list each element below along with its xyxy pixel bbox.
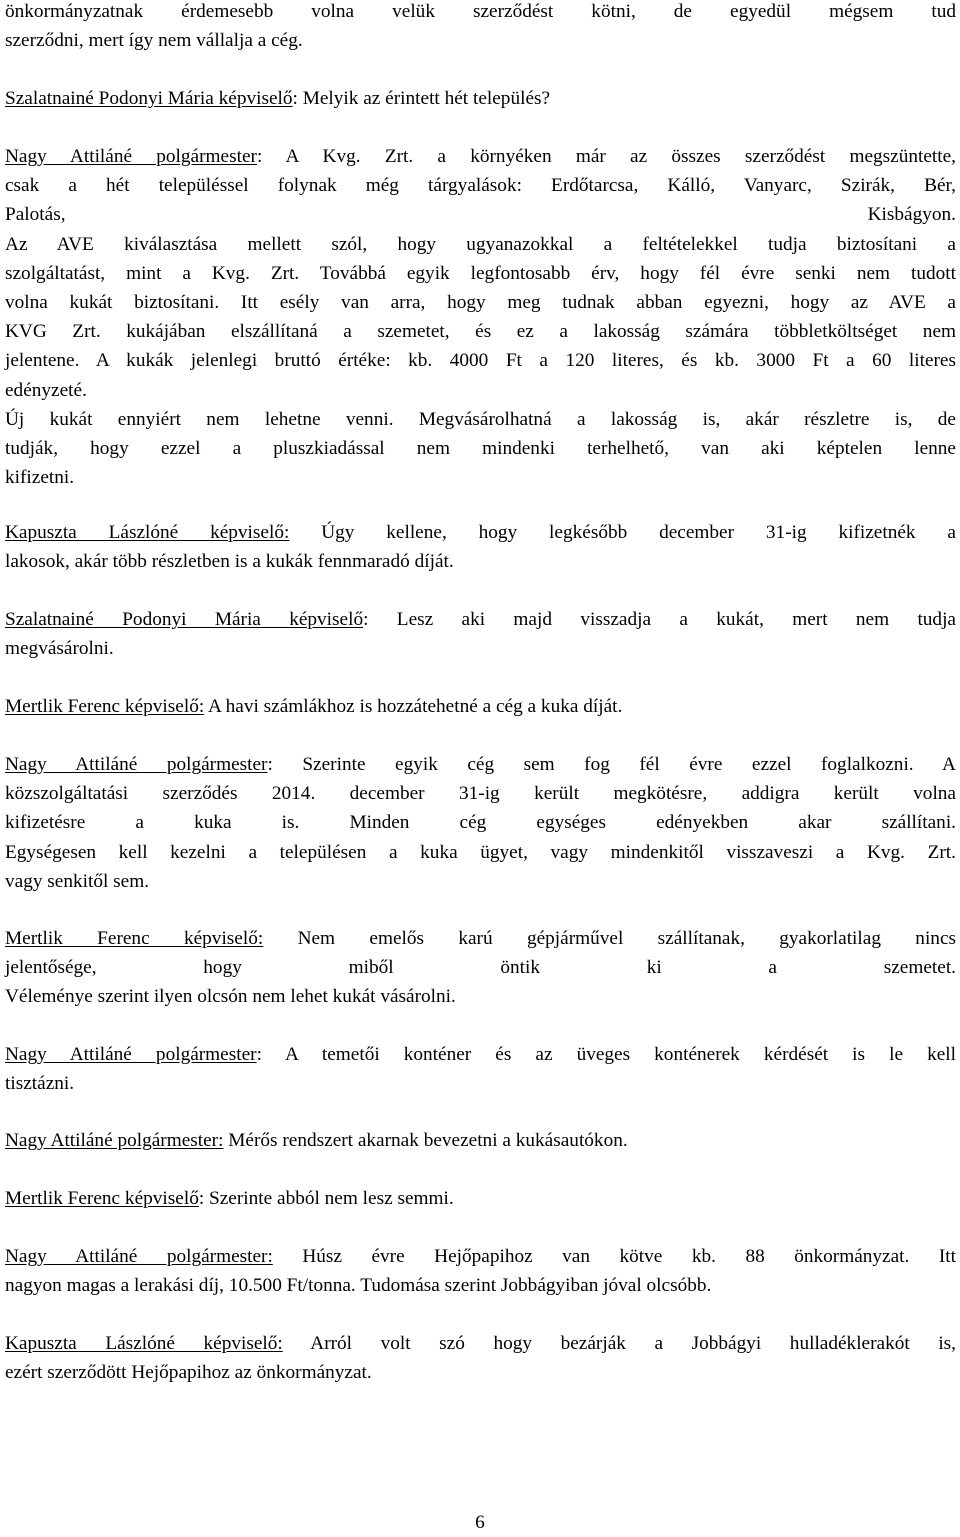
text-line (5, 1271, 956, 1300)
text-run: Nem emelős karú gépjárművel szállítanak, gyakorlatilag nincs (263, 928, 957, 949)
speaker-label: Kapuszta Lászlóné képviselő: (5, 522, 290, 543)
paragraph-13 (5, 1329, 956, 1387)
text-line (5, 1242, 956, 1271)
text-run: : Szerinte abból nem lesz semmi. (198, 1188, 454, 1209)
text-line (5, 171, 956, 200)
text-run: kifizetni. (5, 467, 75, 489)
text-run: : A temetői konténer és az üveges konténerek kérdését is le kell (256, 1044, 956, 1065)
text-run: : Szerinte egyik cég sem fog fél évre ezzel foglalkozni. A (267, 754, 956, 775)
text-run: Arról volt szó hogy bezárják a Jobbágyi hulladéklerakót is, (282, 1333, 956, 1354)
text-line (5, 1329, 956, 1358)
speaker-label: Mertlik Ferenc képviselő (5, 1188, 199, 1209)
text-line (5, 230, 956, 259)
paragraph-6 (5, 692, 956, 721)
text-line (5, 1040, 956, 1069)
text-line (5, 867, 956, 896)
text-line (5, 518, 956, 547)
text-run: nagyon magas a lerakási díj, 10.500 Ft/tonna. Tudomása szerint Jobbágyiban jóval olcsóbb. (5, 1275, 712, 1297)
text-run: csak a hét településsel folynak még tárgyalások: Erdőtarcsa, Kálló, Vanyarc, Szirák, Bér, (5, 175, 956, 197)
text-run: Véleménye szerint ilyen olcsón nem lehet kukát vásárolni. (5, 986, 456, 1008)
speaker-label: Nagy Attiláné polgármester: (5, 1130, 224, 1151)
text-run: KVG Zrt. kukájában elszállítaná a szemetet, és ez a lakosság számára többletköltséget nem (5, 321, 956, 343)
speaker-label: Nagy Attiláné polgármester: (5, 1246, 273, 1267)
text-run: tudják, hogy ezzel a pluszkiadással nem mindenki terhelhető, van aki képtelen lenne (5, 438, 956, 460)
paragraph-10 (5, 1126, 956, 1155)
text-run: közszolgáltatási szerződés 2014. december 31-ig került megkötésre, addigra került volna (5, 783, 956, 805)
paragraph-12 (5, 1242, 956, 1300)
text-run: Mérős rendszert akarnak bevezetni a kukásautókon. (223, 1130, 628, 1151)
text-line (5, 634, 956, 663)
text-run: jelentene. A kukák jelenlegi bruttó értéke: kb. 4000 Ft a 120 literes, és kb. 3000 Ft a 60 literes (5, 350, 956, 372)
text-run: volna kukát biztosítani. Itt esély van arra, hogy meg tudnak abban egyezni, hogy az AVE a (5, 292, 956, 314)
text-run: önkormányzatnak érdemesebb volna velük szerződést kötni, de egyedül mégsem tud (5, 1, 956, 22)
text-run: Az AVE kiválasztása mellett szól, hogy ugyanazokkal a feltételekkel tudja biztosítani a (5, 233, 956, 255)
speaker-label: Nagy Attiláné polgármester (5, 754, 268, 775)
speaker-label: Szalatnainé Podonyi Mária képviselő (5, 609, 364, 630)
paragraph-8 (5, 924, 956, 1012)
text-line (5, 463, 956, 492)
text-line (5, 982, 956, 1011)
paragraph-4 (5, 518, 956, 576)
text-run: szerződni, mert így nem vállalja a cég. (5, 30, 303, 52)
text-line (5, 1069, 956, 1098)
text-run: tisztázni. (5, 1073, 75, 1095)
text-run: : Melyik az érintett hét település? (292, 88, 551, 109)
text-line (5, 605, 956, 634)
speaker-label: Szalatnainé Podonyi Mária képviselő (5, 88, 293, 109)
page-number: 6 (475, 1512, 485, 1533)
text-run: ezért szerződött Hejőpapihoz az önkormányzat. (5, 1362, 372, 1384)
paragraph-11 (5, 1184, 956, 1213)
text-run: : Lesz aki majd visszadja a kukát, mert nem tudja (363, 609, 956, 630)
text-line (5, 1126, 956, 1155)
text-run: Palotás, Kisbágyon. (5, 204, 956, 226)
text-run: A havi számlákhoz is hozzátehetné a cég a kuka díját. (204, 696, 623, 717)
text-run: vagy senkitől sem. (5, 870, 150, 892)
text-line (5, 1358, 956, 1387)
text-line (5, 26, 956, 55)
text-line (5, 924, 956, 953)
text-line (5, 142, 956, 171)
paragraph-3 (5, 142, 956, 492)
paragraph-7 (5, 750, 956, 896)
text-line (5, 692, 956, 721)
paragraph-1 (5, 0, 956, 55)
paragraph-2 (5, 84, 956, 113)
paragraph-5 (5, 605, 956, 663)
text-run: megvásárolni. (5, 638, 114, 660)
text-line (5, 838, 956, 867)
text-line (5, 750, 956, 779)
speaker-label: Kapuszta Lászlóné képviselő: (5, 1333, 283, 1354)
text-run: kifizetésre a kuka is. Minden cég egységes edényekben akar szállítani. (5, 812, 956, 834)
paragraph-9 (5, 1040, 956, 1098)
text-run: : A Kvg. Zrt. a környéken már az összes szerződést megszüntette, (256, 146, 956, 167)
text-line (5, 200, 956, 229)
text-line (5, 1184, 956, 1213)
text-line (5, 779, 956, 808)
speaker-label: Nagy Attiláné polgármester (5, 1044, 257, 1065)
text-run: Egységesen kell kezelni a településen a kuka ügyet, vagy mindenkitől visszaveszi a Kvg. Zrt. (5, 841, 956, 863)
text-run: Húsz évre Hejőpapihoz van kötve kb. 88 önkormányzat. Itt (272, 1246, 956, 1267)
text-line (5, 808, 956, 837)
speaker-label: Nagy Attiláné polgármester (5, 146, 257, 167)
text-line (5, 346, 956, 375)
text-line (5, 405, 956, 434)
text-line (5, 953, 956, 982)
text-line (5, 288, 956, 317)
speaker-label: Mertlik Ferenc képviselő: (5, 928, 264, 949)
text-run: Új kukát ennyiért nem lehetne venni. Megvásárolhatná a lakosság is, akár részletre is, de (5, 408, 956, 430)
speaker-label: Mertlik Ferenc képviselő: (5, 696, 205, 717)
text-run: lakosok, akár több részletben is a kukák fennmaradó díját. (5, 551, 454, 573)
text-line (5, 84, 956, 113)
text-run: edényzeté. (5, 379, 87, 401)
text-run: jelentősége, hogy miből öntik ki a szemetet. (5, 957, 956, 979)
text-run: Úgy kellene, hogy legkésőbb december 31-ig kifizetnék a (289, 522, 956, 543)
text-line (5, 259, 956, 288)
text-line (5, 0, 956, 26)
text-line (5, 317, 956, 346)
text-line (5, 434, 956, 463)
text-line (5, 376, 956, 405)
text-run: szolgáltatást, mint a Kvg. Zrt. Továbbá egyik legfontosabb érv, hogy fél évre senki nem tudott (5, 262, 956, 284)
text-line (5, 547, 956, 576)
